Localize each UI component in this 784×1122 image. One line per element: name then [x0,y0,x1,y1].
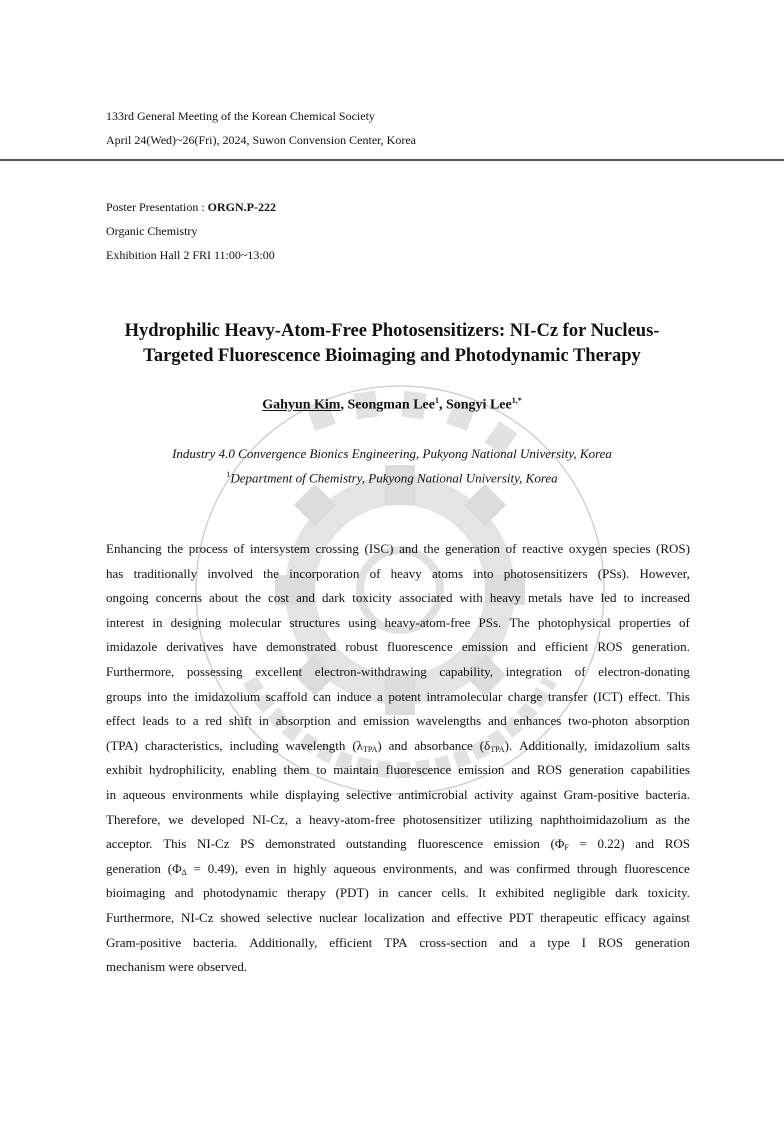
abstract-word: maintain [333,762,379,778]
abstract-word: Gram-positive [106,934,182,950]
author-affiliation-mark: 1,* [511,396,522,405]
abstract-word: PDT [508,909,534,925]
abstract-word: ROS [664,836,690,852]
meeting-name: 133rd General Meeting of the Korean Chemical Society [106,109,375,123]
presentation-label: Poster Presentation : [106,200,208,214]
abstract-line [106,537,690,562]
abstract-word: and [399,541,418,556]
abstract-word: selective [346,786,392,802]
abstract-word: absorption [275,713,331,729]
abstract-word: possessing [186,663,243,679]
abstract-word: through [576,860,618,876]
affiliation-1: Industry 4.0 Convergence Bionics Engineering, Pukyong National University, Korea [172,446,612,461]
abstract-word: characteristics, [144,737,223,753]
abstract-word: and [388,737,408,753]
abstract-word: $(\lambda_{TPA})$ [352,737,382,754]
abstract-word: therapeutic [540,909,598,925]
abstract-word: NI-Cz [180,909,214,925]
abstract-word: and [511,762,531,778]
abstract-word: the [245,590,261,606]
abstract-word: and [337,713,357,729]
abstract-line [106,709,690,734]
abstract-word: to [175,713,186,729]
abstract-word: salts [666,737,690,753]
abstract-line [106,660,690,685]
abstract-line [106,832,690,857]
abstract-word: type [547,934,570,950]
abstract-line [106,857,690,882]
abstract-word: we [168,811,184,827]
abstract-word: fluorescence [417,836,483,852]
abstract-word: nuclear [318,909,358,925]
presenting-author: Gahyun Kim [262,397,341,413]
abstract-word: hydrophilicity, [148,762,226,778]
abstract-word: has [106,565,124,581]
affiliation-2 [0,470,784,486]
author: Seongman Lee [347,397,435,413]
abstract-word: photodynamic [203,885,278,901]
division: Organic Chemistry [106,224,198,238]
abstract-word: derivatives [166,639,224,655]
abstract-word: heavy-atom-free [384,614,471,630]
abstract-line [106,611,690,636]
abstract-word: robust [345,639,378,655]
abstract-line [106,635,690,660]
abstract-word: cross-section [419,934,488,950]
abstract-word: emission [493,836,540,852]
abstract-word: dark [615,885,639,901]
abstract-word: mechanism [106,959,166,975]
abstract-word: generation. [631,639,690,655]
abstract-word: naphthoimidazolium [540,811,648,827]
abstract-word: transfer [547,688,588,704]
abstract-word: enhances [513,713,562,729]
abstract-word: capabilities [630,762,690,778]
abstract-word: the [674,811,690,827]
abstract-word: (PSs). [597,565,630,581]
abstract-word: efficient [545,639,589,655]
affiliation-text: Department of Chemistry, Pukyong National University, Korea [230,470,558,486]
abstract-word: aqueous [122,786,166,802]
abstract-word: atoms [431,565,464,581]
abstract-word: including [229,737,279,753]
abstract-word: of [574,663,586,679]
abstract-word: ongoing [106,590,149,606]
abstract-word: molecular [229,614,282,630]
abstract-word: Furthermore, [106,909,175,925]
abstract-word: (TPA) [106,737,139,753]
abstract-word: structures [289,614,341,630]
abstract-word: a [529,934,536,950]
abstract-word: acceptor. [106,836,153,852]
abstract-word: enabling [231,762,277,778]
abstract-word: capability, [439,663,494,679]
abstract-line [106,881,690,906]
abstract-word: about [209,590,238,606]
abstract-word: demonstrated [265,836,336,852]
abstract-word: incorporation [289,565,360,581]
abstract-word: toxicity. [647,885,690,901]
abstract-word: and [463,860,483,876]
abstract-word: properties [618,614,671,630]
abstract-word: This [163,836,187,852]
abstract-word: activity [474,786,514,802]
abstract-word: a [295,811,302,827]
abstract-word: emission [461,639,509,655]
author-affiliation-mark: 1 [434,396,439,405]
abstract-word: a [376,688,383,704]
abstract-word: generation [106,860,161,876]
abstract-word: (ICT) [593,688,623,704]
abstract-word: was [489,860,510,876]
abstract-word: efficacy [604,909,647,925]
abstract-word: Enhancing [106,541,162,556]
meeting-date-venue: April 24(Wed)~26(Fri), 2024, Suwon Convension Center, Korea [106,133,416,147]
abstract-word: excellent [255,663,303,679]
abstract-word: ROS [597,934,624,950]
abstract-line [106,734,690,759]
abstract-line [106,906,690,931]
abstract-word: while [249,786,279,802]
abstract-word: integration [505,663,563,679]
abstract-word: wavelength [285,737,346,753]
abstract-word: highly [293,860,327,876]
abstract-word: outstanding [345,836,407,852]
abstract-word: and [174,885,194,901]
abstract-word: with [459,590,483,606]
abstract-word: interest [106,614,145,630]
separator: , [340,397,348,413]
abstract-word: heavy [390,565,422,581]
abstract-word: involved [207,565,253,581]
abstract-word: two-photon [568,713,629,729]
abstract-word: fluorescence [624,860,690,876]
abstract-word: potent [388,688,421,704]
abstract-word: even [245,860,270,876]
abstract-word: bacteria. [645,786,690,802]
abstract-word: the [167,541,184,556]
abstract-word: environments [172,786,243,802]
abstract-word: against [520,786,557,802]
abstract-word: and [488,713,507,729]
abstract-word: effect. [628,688,662,704]
abstract-word: groups [106,688,142,704]
abstract-word: cost [268,590,289,606]
abstract-word: ROS [536,762,563,778]
abstract-word: toxicity [352,590,392,606]
abstract-word: heavy-atom-free [309,811,396,827]
abstract-word: Therefore, [106,811,161,827]
abstract-word: associated [399,590,453,606]
abstract-word: against [653,909,690,925]
abstract-word: 0.22) [597,836,625,852]
abstract-word: concerns [155,590,202,606]
abstract-word: in [258,713,269,729]
abstract-word: into [473,565,494,581]
abstract-word: $(\delta_{TPA})$. [479,737,513,754]
abstract-word: in [152,614,163,630]
abstract-line [106,808,690,833]
abstract-word: photosensitizer [402,811,482,827]
abstract-word: and [296,590,315,606]
abstract-word: electron-donating [598,663,690,679]
abstract-word: increased [640,590,690,606]
abstract-line [106,685,690,710]
abstract-word: the [172,688,189,704]
title-line-1: Hydrophilic Heavy-Atom-Free Photosensitizers: NI-Cz for Nucleus- [124,321,660,341]
abstract-word: displaying [285,786,340,802]
abstract-word: emission [458,762,505,778]
affiliation-mark: 1 [226,470,231,479]
abstract-word: bacteria. [192,934,238,950]
abstract-word: species [612,541,651,556]
abstract-word: absorption [634,713,690,729]
abstract-word: of [369,565,381,581]
abstract-word: in [106,786,117,802]
abstract-word: Gram-positive [563,786,639,802]
abstract-word: electron-withdrawing [314,663,427,679]
abstract-word: red [205,713,222,729]
abstract-word: cancer [398,885,432,901]
abstract-word: The [509,614,530,630]
abstract-word: crossing [315,541,359,556]
abstract-word: and [517,639,536,655]
abstract-word: However, [639,565,690,581]
abstract-word: generation [445,541,500,556]
abstract-word: developed [191,811,245,827]
abstract-word: showed [220,909,260,925]
abstract-word: of [505,541,517,556]
abstract-word: generation [569,762,624,778]
abstract-word: can [313,688,332,704]
abstract-word: leads [142,713,169,729]
abstract-word: the [263,565,280,581]
abstract-word: exhibited [495,885,544,901]
abstract-word: intramolecular [426,688,503,704]
abstract-line [106,783,690,808]
abstract-word: traditionally [133,565,198,581]
abstract-word: heavy [489,590,521,606]
author-list [0,396,784,414]
separator: , [438,397,446,413]
abstract-word: using [348,614,377,630]
abstract-word: TPA [384,934,408,950]
abstract-word: 0.49), [207,860,239,876]
abstract-word: demonstrated [266,639,337,655]
abstract-word: induce [336,688,372,704]
abstract-word: were [168,959,194,975]
paper-title [60,319,724,369]
abstract-word: utilizing [489,811,533,827]
abstract-word: therapy [287,885,327,901]
abstract-word: have [569,590,594,606]
abstract-word: of [233,541,245,556]
abstract-word: photosensitizers [503,565,588,581]
abstract-word: metals [527,590,562,606]
abstract-word: environments, [382,860,457,876]
abstract-word: effective [456,909,503,925]
abstract-word: imidazolium [194,688,261,704]
abstract-word: PSs. [478,614,502,630]
abstract-word: emission [363,713,410,729]
abstract-word: have [232,639,258,655]
abstract-word: Additionally, [249,934,318,950]
title-line-2: Targeted Fluorescence Bioimaging and Photodynamic Therapy [143,346,641,366]
abstract-word: ROS [597,639,623,655]
abstract-word: into [147,688,168,704]
abstract-line [106,758,690,783]
abstract-word: a [192,713,199,729]
abstract-word: PS [240,836,255,852]
abstract-word: oxygen [568,541,608,556]
abstract-word: them [283,762,310,778]
presentation-code: ORGN.P-222 [207,200,276,214]
abstract-word: ($\Phi_F$ [550,836,569,853]
author: Songyi Lee [445,397,512,413]
abstract-word: in [276,860,287,876]
abstract-word: reactive [522,541,564,556]
abstract-word: negligible [553,885,606,901]
abstract-word: and [499,934,518,950]
abstract-word: This [666,688,690,704]
abstract-line [106,931,690,956]
abstract-word: selective [266,909,313,925]
abstract-word: to [623,590,634,606]
abstract-word: cells. [441,885,469,901]
abstract [106,537,690,980]
abstract-word: I [581,934,586,950]
abstract-word: the [423,541,440,556]
abstract-word: Furthermore, [106,663,175,679]
abstract-word: aqueous [333,860,377,876]
abstract-word: confirmed [516,860,570,876]
abstract-word: (PDT) [335,885,369,901]
abstract-line [106,562,690,587]
abstract-word: photophysical [537,614,611,630]
abstract-word: fluorescence [385,762,452,778]
abstract-word: It [478,885,487,901]
abstract-word: scaffold [265,688,308,704]
abstract-word: = [193,860,201,876]
abstract-word: effect [106,713,136,729]
abstract-word: shift [228,713,252,729]
abstract-word: to [316,762,327,778]
abstract-word: and [431,909,451,925]
abstract-word: generation [634,934,690,950]
abstract-word: and [635,836,655,852]
abstract-word: (ROS) [656,541,690,556]
abstract-word: wavelengths [416,713,482,729]
abstract-word: charge [507,688,543,704]
abstract-word: = [579,836,587,852]
abstract-word: efficient [329,934,373,950]
header-divider [0,159,784,161]
abstract-line [106,586,690,611]
abstract-word: absorbance [414,737,473,753]
abstract-word: dark [322,590,346,606]
abstract-word: NI-Cz, [252,811,288,827]
abstract-word: of [679,614,690,630]
session: Exhibition Hall 2 FRI 11:00~13:00 [106,248,275,262]
abstract-word: fluorescence [387,639,453,655]
abstract-word: Additionally, [519,737,588,753]
abstract-word: process [188,541,228,556]
abstract-word: antimicrobial [398,786,468,802]
abstract-word: imidazolium [594,737,660,753]
abstract-word: observed. [196,959,248,975]
abstract-word: (ISC) [364,541,394,556]
abstract-word: imidazole [106,639,158,655]
abstract-word: localization [363,909,425,925]
abstract-word: designing [170,614,222,630]
abstract-word: led [600,590,617,606]
abstract-line [106,955,690,980]
abstract-word: ($\Phi_\Delta$ [167,860,187,877]
abstract-word: exhibit [106,762,143,778]
abstract-word: bioimaging [106,885,166,901]
abstract-word: NI-Cz [197,836,230,852]
abstract-word: in [378,885,389,901]
abstract-word: as [655,811,667,827]
presentation-info [106,200,276,215]
abstract-word: intersystem [249,541,310,556]
